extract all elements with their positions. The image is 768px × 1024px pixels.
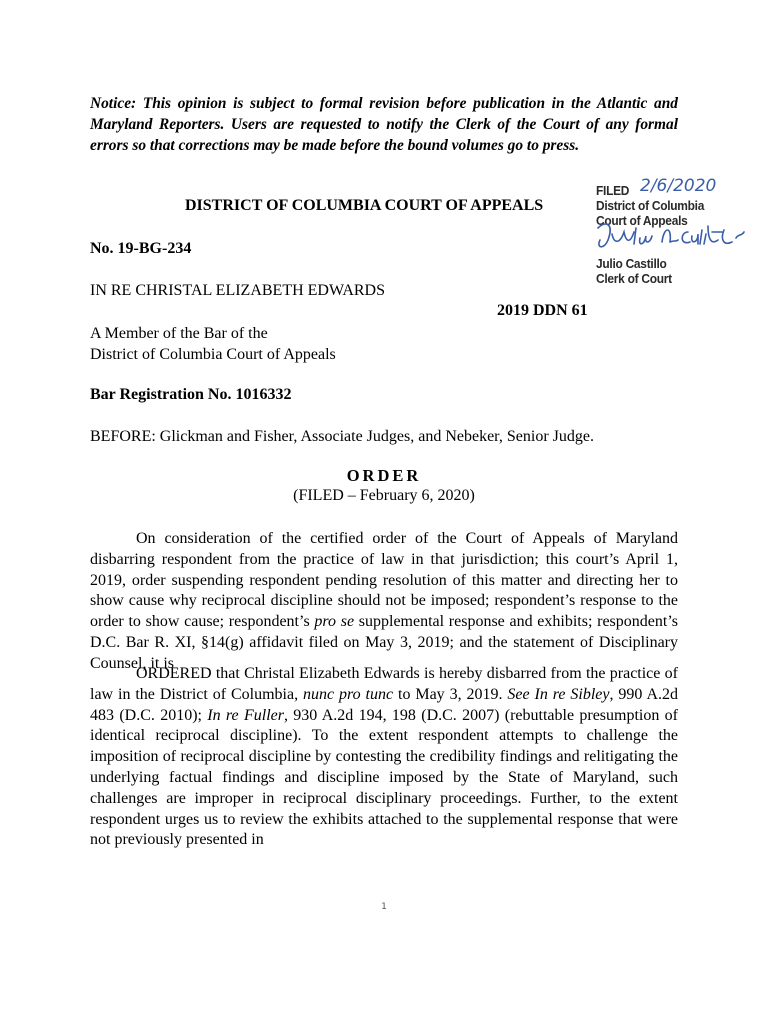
case-number: No. 19-BG-234 [90,240,192,257]
court-title: DISTRICT OF COLUMBIA COURT OF APPEALS [185,197,544,214]
p2-text-b: to May 3, 2019. [393,685,508,703]
panel-judges: BEFORE: Glickman and Fisher, Associate Judges, and Nebeker, Senior Judge. [90,428,594,445]
bar-registration: Bar Registration No. 1016332 [90,386,292,403]
order-paragraph-1 [90,529,678,675]
p2-italic-3: In re Fuller [207,706,284,724]
case-caption: IN RE CHRISTAL ELIZABETH EDWARDS [90,282,385,299]
stamp-clerk-name: Julio Castillo [596,256,667,271]
p2-italic-2: See In re Sibley [507,685,610,703]
stamp-line1: District of Columbia [596,198,705,213]
p2-text-c: , 990 A.2d 483 (D.C. 2010); [90,685,679,724]
member-line2: District of Columbia Court of Appeals [90,346,336,363]
p2-text-d: , 930 A.2d 194, 198 (D.C. 2007) (rebuttable presumption of identical reciprocal discipline). To the extent respondent attempts to challenge the imposition of reciprocal discipline by contesting the credibility findings and relitigating the underlying factual findings and discipline imposed by the State of Maryland, such challenges are improper in reciprocal disciplinary proceedings. Further, to the extent respondent urges us to review the exhibits attached to the supplemental response that were not previously presented in [90,706,679,849]
filed-stamp [592,176,742,290]
member-line1: A Member of the Bar of the [90,325,268,342]
publication-notice: Notice: This opinion is subject to formal revision before publication in the Atlantic and Maryland Reporters. Users are requested to notify the Clerk of the Court of any formal errors so that corrections may be made before the bound volumes go to press. [90,95,678,154]
order-paragraph-2 [90,664,678,851]
p1-text-a: On consideration of the certified order of the Court of Appeals of Maryland disbarring respondent from the practice of law in that jurisdiction; this court’s April 1, 2019, order suspending respondent pending resolution of this matter and directing her to show cause why reciprocal discipline should not be imposed; respondent’s response to the order to show cause; respondent’s [90,530,678,631]
p2-text-a: ORDERED that Christal Elizabeth Edwards is hereby disbarred from the practice of law in the District of Columbia, [90,665,678,703]
stamp-clerk-title: Clerk of Court [596,271,672,286]
stamp-line2: Court of Appeals [596,213,688,228]
order-heading: ORDER [346,466,422,485]
p2-italic-1: nunc pro tunc [302,685,394,703]
page-number: 1 [381,902,387,912]
order-filed-date: (FILED – February 6, 2020) [293,487,475,504]
clerk-signature-icon [592,220,747,256]
ddn-number: 2019 DDN 61 [497,302,588,319]
p1-text-b: supplemental response and exhibits; respondent’s D.C. Bar R. XI, §14(g) affidavit filed on May 3, 2019; and the statement of Disciplinary Counsel, it is [90,613,678,672]
p1-italic: pro se [314,613,355,631]
stamp-filed-label: FILED [596,183,630,198]
member-description [90,323,336,365]
stamp-filed-date: 2/6/2020 [640,176,717,196]
